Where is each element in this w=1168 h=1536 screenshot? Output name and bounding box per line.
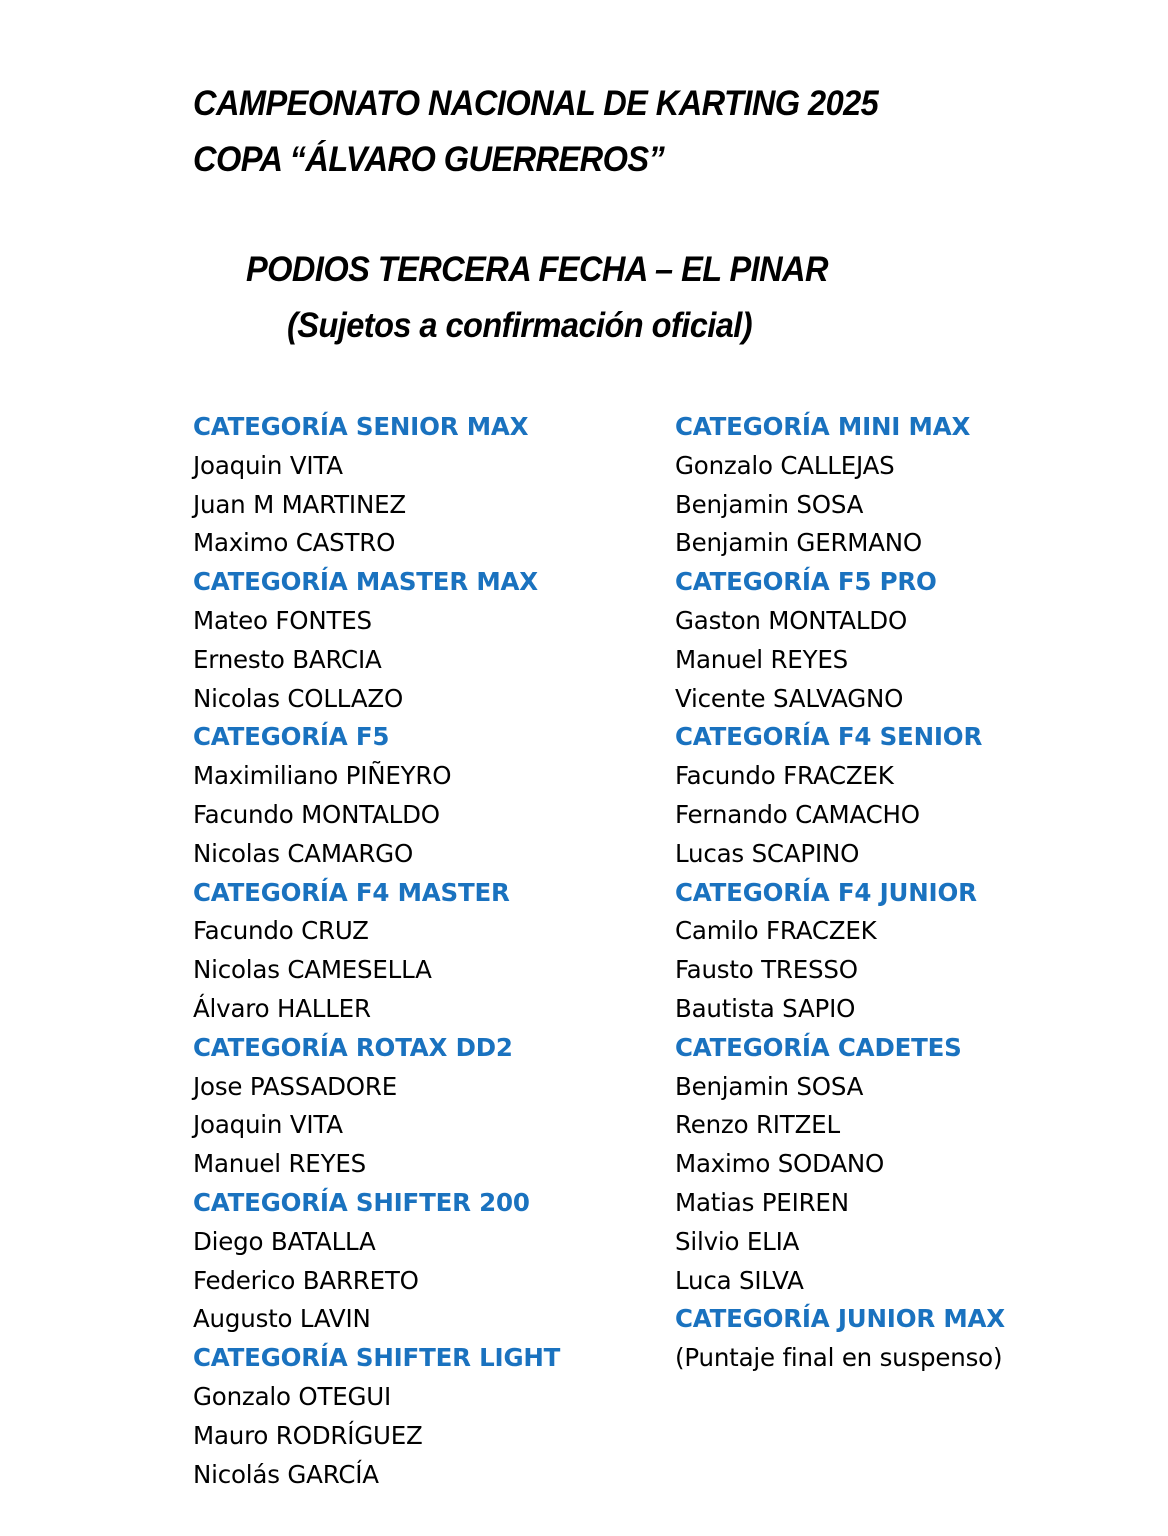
- podium-entry: Matias PEIREN: [675, 1187, 849, 1217]
- podium-entry: Álvaro HALLER: [193, 993, 371, 1023]
- podium-entry: Benjamin SOSA: [675, 489, 864, 519]
- cup-name: COPA “ÁLVARO GUERREROS”: [193, 140, 665, 179]
- category-heading: CATEGORÍA F5: [193, 722, 390, 752]
- podium-entry: Facundo FRACZEK: [675, 761, 894, 791]
- podium-entry: Nicolas CAMESELLA: [193, 955, 432, 985]
- confirmation-note: (Sujetos a confirmación oficial): [287, 306, 753, 345]
- category-heading: CATEGORÍA MASTER MAX: [193, 567, 538, 597]
- category-block: [193, 718, 653, 873]
- podium-entry: Mateo FONTES: [193, 605, 372, 635]
- podium-entry: Ernesto BARCIA: [193, 644, 382, 674]
- podium-entry: Joaquin VITA: [193, 450, 343, 480]
- podium-entry: Diego BATALLA: [193, 1226, 376, 1256]
- category-block: [675, 1300, 1135, 1378]
- right-column: [675, 408, 1135, 1378]
- podium-entry: Jose PASSADORE: [193, 1071, 397, 1101]
- category-heading: CATEGORÍA F4 MASTER: [193, 877, 510, 907]
- podium-entry: Maximo SODANO: [675, 1149, 885, 1179]
- podium-entry: Camilo FRACZEK: [675, 916, 877, 946]
- podium-entry: Bautista SAPIO: [675, 993, 856, 1023]
- podium-entry: Maximiliano PIÑEYRO: [193, 761, 452, 791]
- category-heading: CATEGORÍA SHIFTER 200: [193, 1187, 530, 1217]
- document-title: CAMPEONATO NACIONAL DE KARTING 2025: [193, 84, 879, 123]
- podium-entry: Facundo MONTALDO: [193, 799, 440, 829]
- podium-entry: Manuel REYES: [193, 1149, 366, 1179]
- podium-entry: Silvio ELIA: [675, 1226, 800, 1256]
- podium-entry: Fernando CAMACHO: [675, 799, 920, 829]
- podium-entry: Joaquin VITA: [193, 1110, 343, 1140]
- category-heading: CATEGORÍA CADETES: [675, 1032, 962, 1062]
- podium-entry: Facundo CRUZ: [193, 916, 369, 946]
- podium-entry: Gonzalo CALLEJAS: [675, 450, 895, 480]
- category-heading: CATEGORÍA SHIFTER LIGHT: [193, 1343, 561, 1373]
- category-heading: CATEGORÍA ROTAX DD2: [193, 1032, 513, 1062]
- podium-entry: Gonzalo OTEGUI: [193, 1381, 392, 1411]
- category-block: [193, 874, 653, 1029]
- podium-entry: Maximo CASTRO: [193, 528, 396, 558]
- podium-entry: Lucas SCAPINO: [675, 838, 860, 868]
- category-heading: CATEGORÍA F4 SENIOR: [675, 722, 983, 752]
- category-block: [193, 408, 653, 563]
- podium-entry: Renzo RITZEL: [675, 1110, 840, 1140]
- category-heading: CATEGORÍA F4 JUNIOR: [675, 877, 977, 907]
- category-block: [193, 1184, 653, 1339]
- category-heading: CATEGORÍA F5 PRO: [675, 567, 937, 597]
- podium-entry: Nicolas COLLAZO: [193, 683, 404, 713]
- category-block: [675, 1029, 1135, 1301]
- podium-entry: Luca SILVA: [675, 1265, 804, 1295]
- category-block: [675, 874, 1135, 1029]
- category-block: [675, 563, 1135, 718]
- podium-subtitle: PODIOS TERCERA FECHA – EL PINAR: [246, 250, 828, 289]
- category-heading: CATEGORÍA SENIOR MAX: [193, 412, 529, 441]
- category-block: [193, 563, 653, 718]
- category-heading: CATEGORÍA MINI MAX: [675, 412, 971, 441]
- podium-entry: (Puntaje final en suspenso): [675, 1343, 1003, 1373]
- left-column: [193, 408, 653, 1494]
- category-heading: CATEGORÍA JUNIOR MAX: [675, 1304, 1005, 1334]
- podium-entry: Benjamin SOSA: [675, 1071, 864, 1101]
- category-block: [193, 1029, 653, 1184]
- podium-entry: Juan M MARTINEZ: [193, 489, 406, 519]
- podium-entry: Nicolas CAMARGO: [193, 838, 414, 868]
- podium-entry: Mauro RODRÍGUEZ: [193, 1420, 423, 1450]
- podium-entry: Federico BARRETO: [193, 1265, 419, 1295]
- category-block: [675, 408, 1135, 563]
- podium-entry: Augusto LAVIN: [193, 1304, 371, 1334]
- category-block: [675, 718, 1135, 873]
- podium-entry: Manuel REYES: [675, 644, 848, 674]
- podium-entry: Gaston MONTALDO: [675, 605, 908, 635]
- podium-entry: Fausto TRESSO: [675, 955, 858, 985]
- category-block: [193, 1339, 653, 1494]
- podium-entry: Benjamin GERMANO: [675, 528, 923, 558]
- podium-entry: Vicente SALVAGNO: [675, 683, 904, 713]
- podium-entry: Nicolás GARCÍA: [193, 1459, 379, 1489]
